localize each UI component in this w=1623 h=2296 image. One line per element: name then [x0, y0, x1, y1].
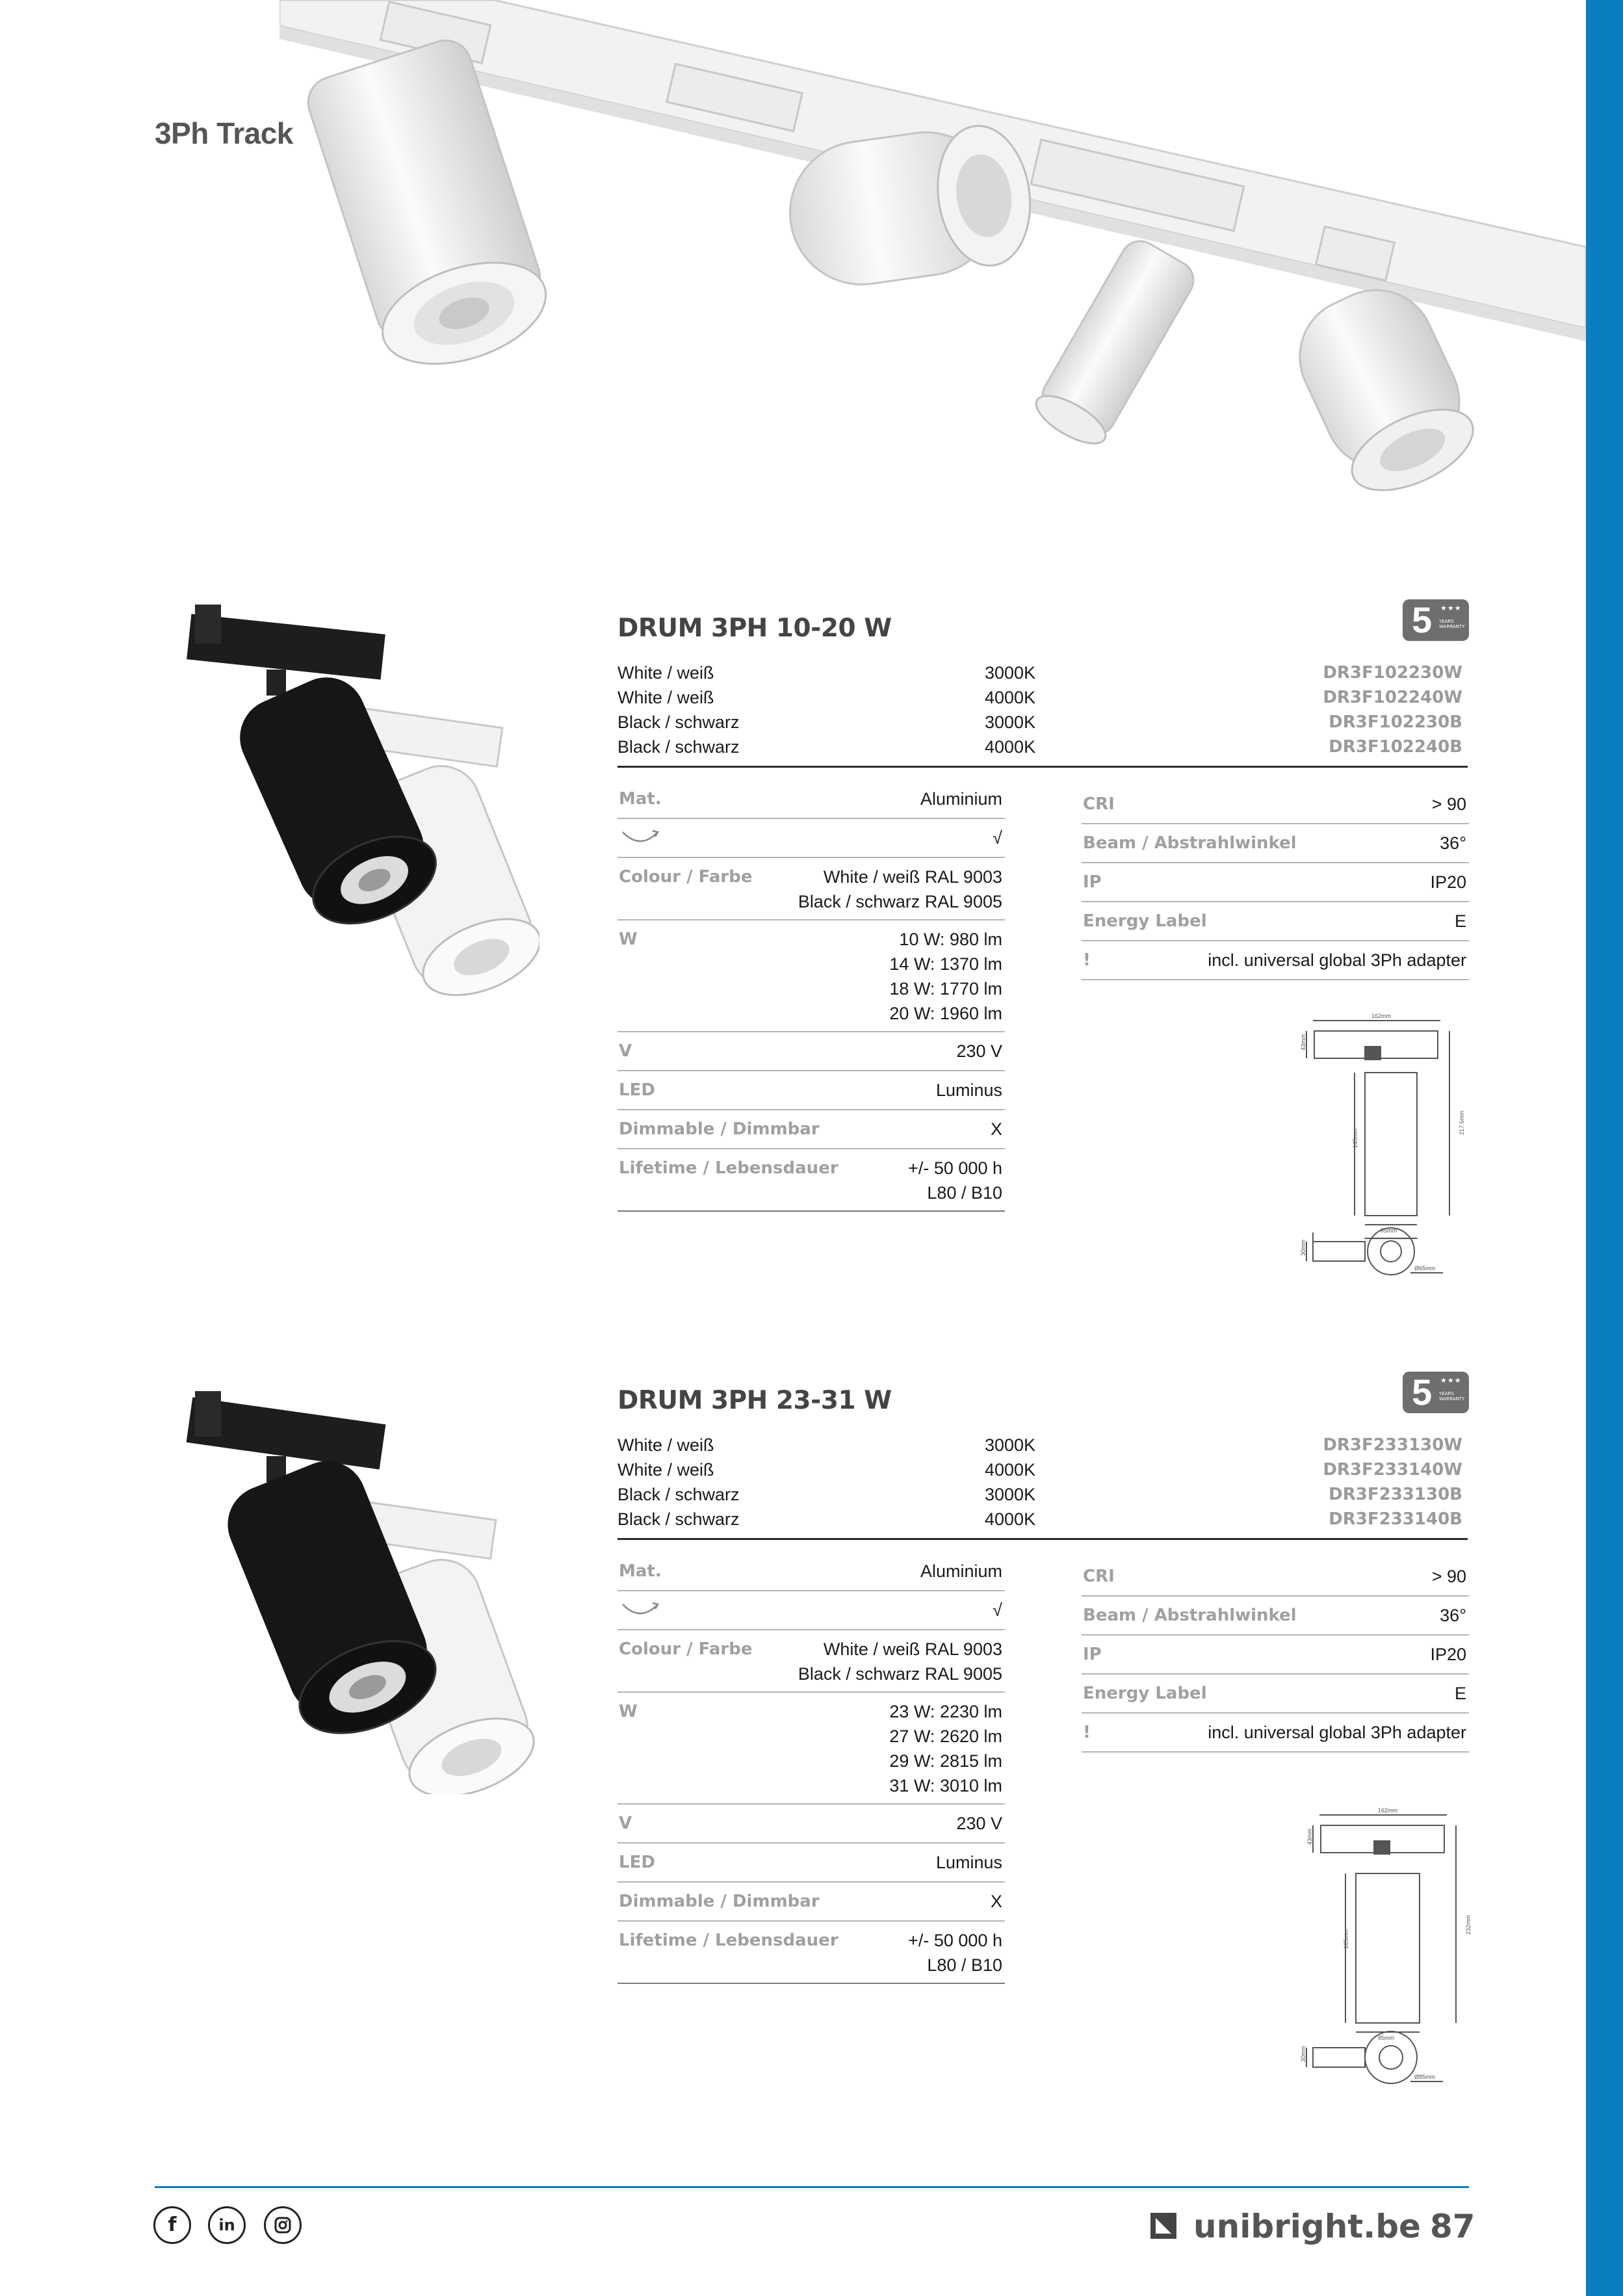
- warranty-years: 5: [1412, 599, 1433, 640]
- spec-value: 27 W: 2620 lm: [889, 1727, 1002, 1746]
- technical-drawing: [1293, 1008, 1475, 1281]
- spec-row-note: [1082, 1714, 1469, 1753]
- spec-row-note: [1082, 941, 1469, 980]
- spec-label: Lifetime / Lebensdauer: [619, 1158, 838, 1178]
- spec-label: W: [619, 930, 638, 949]
- variant-colour: White / weiß: [617, 1460, 714, 1480]
- spec-value: 20 W: 1960 lm: [889, 1004, 1002, 1023]
- variant-colour: White / weiß: [617, 1435, 714, 1455]
- spec-label: LED: [619, 1080, 655, 1100]
- side-color-bar: [1586, 0, 1623, 2296]
- spec-row-led: [617, 1071, 1005, 1110]
- spec-label: Colour / Farbe: [619, 1639, 753, 1659]
- spec-row-wattage: [617, 1693, 1005, 1805]
- spec-value: √: [993, 828, 1002, 848]
- technical-drawing: [1293, 1801, 1475, 2087]
- spec-value: +/- 50 000 h: [908, 1931, 1002, 1950]
- spec-label: Beam / Abstrahlwinkel: [1083, 833, 1297, 853]
- tilt-icon: [620, 828, 660, 848]
- spec-row-material: [617, 780, 1005, 819]
- section-title: 3Ph Track: [155, 116, 293, 150]
- spec-value: Luminus: [935, 1080, 1002, 1100]
- variant-temp: 3000K: [985, 712, 1036, 732]
- spec-value: 14 W: 1370 lm: [889, 954, 1002, 974]
- spec-row-dimmable: [617, 1883, 1005, 1922]
- spec-value: E: [1454, 1684, 1466, 1703]
- spec-value: 23 W: 2230 lm: [889, 1702, 1002, 1721]
- variant-colour: White / weiß: [617, 663, 714, 683]
- warranty-badge: [1403, 599, 1469, 641]
- dim-top: 43mm: [1300, 1034, 1306, 1050]
- spec-value: White / weiß RAL 9003: [823, 1639, 1002, 1659]
- tilt-icon: [620, 1600, 660, 1620]
- dim-body: 145mm: [1352, 1128, 1358, 1148]
- variant-row: [617, 685, 1468, 710]
- warranty-years: 5: [1412, 1372, 1433, 1413]
- variant-temp: 4000K: [985, 688, 1036, 707]
- spec-label: Dimmable / Dimmbar: [619, 1892, 820, 1911]
- variant-code: DR3F102230W: [1323, 663, 1462, 683]
- spec-label: Energy Label: [1083, 911, 1207, 931]
- spec-value: Black / schwarz RAL 9005: [798, 1664, 1002, 1684]
- variant-code: DR3F233130B: [1329, 1485, 1462, 1504]
- variant-code: DR3F233140B: [1329, 1509, 1462, 1529]
- variant-colour: Black / schwarz: [617, 737, 740, 757]
- warranty-text: YEARS WARRANTY: [1439, 1391, 1465, 1402]
- brand-name: unibright.be: [1193, 2208, 1421, 2245]
- spec-table-left: [617, 780, 1005, 1212]
- spec-row-voltage: [617, 1805, 1005, 1844]
- spec-row-ip: [1082, 863, 1469, 902]
- footer-divider: [155, 2186, 1469, 2188]
- linkedin-icon[interactable]: in: [208, 2206, 246, 2244]
- variant-temp: 3000K: [985, 1485, 1036, 1504]
- spec-value: L80 / B10: [927, 1955, 1002, 1975]
- spec-value: X: [990, 1892, 1002, 1911]
- variant-temp: 4000K: [985, 1460, 1036, 1480]
- spec-value: Black / schwarz RAL 9005: [798, 892, 1002, 911]
- spec-value: White / weiß RAL 9003: [823, 867, 1002, 887]
- variant-colour: Black / schwarz: [617, 1509, 740, 1529]
- instagram-icon[interactable]: [264, 2206, 302, 2244]
- spec-label: Energy Label: [1083, 1684, 1207, 1703]
- variant-colour: Black / schwarz: [617, 1485, 740, 1504]
- spec-label: Lifetime / Lebensdauer: [619, 1931, 838, 1950]
- variant-row: [617, 735, 1468, 759]
- spec-row-ip: [1082, 1636, 1469, 1675]
- spec-row-beam: [1082, 824, 1469, 863]
- variant-row: [617, 710, 1468, 735]
- variant-code: DR3F102240B: [1329, 737, 1462, 757]
- spec-table-left: [617, 1552, 1005, 1984]
- spec-row-beam: [1082, 1597, 1469, 1636]
- spec-value: > 90: [1431, 1567, 1466, 1586]
- warranty-stars: ★★★: [1440, 1377, 1462, 1385]
- variant-table: [617, 660, 1468, 768]
- unibright-logo-icon: [1150, 2213, 1176, 2239]
- spec-label: IP: [1083, 1645, 1102, 1664]
- variant-temp: 4000K: [985, 737, 1036, 757]
- spec-value: 230 V: [956, 1041, 1002, 1061]
- spec-value: IP20: [1430, 1645, 1466, 1664]
- spec-row-colour: [617, 1630, 1005, 1693]
- spec-label: Beam / Abstrahlwinkel: [1083, 1606, 1297, 1625]
- spec-label: Dimmable / Dimmbar: [619, 1119, 820, 1139]
- spec-value: 36°: [1440, 1606, 1466, 1625]
- spec-value: incl. universal global 3Ph adapter: [1208, 950, 1466, 970]
- spec-row-lifetime: [617, 1149, 1005, 1212]
- variant-temp: 3000K: [985, 663, 1036, 683]
- spec-value: √: [993, 1600, 1002, 1620]
- variant-row: [617, 1433, 1468, 1457]
- spec-label: Mat.: [619, 1561, 662, 1581]
- variant-code: DR3F102230B: [1329, 712, 1462, 732]
- spec-value: 10 W: 980 lm: [899, 930, 1002, 949]
- variant-temp: 4000K: [985, 1509, 1036, 1529]
- spec-value: IP20: [1430, 872, 1466, 892]
- dim-diameter: 85mm: [1378, 2035, 1395, 2041]
- spec-row-lifetime: [617, 1922, 1005, 1984]
- variant-temp: 3000K: [985, 1435, 1036, 1455]
- variant-colour: Black / schwarz: [617, 712, 740, 732]
- spec-value: 31 W: 3010 lm: [889, 1776, 1002, 1795]
- spec-row-colour: [617, 858, 1005, 920]
- spec-row-cri: [1082, 1558, 1469, 1597]
- dim-height: 232mm: [1465, 1914, 1472, 1935]
- spec-value: 230 V: [956, 1814, 1002, 1833]
- spec-row-cri: [1082, 785, 1469, 824]
- variant-colour: White / weiß: [617, 688, 714, 707]
- spec-row-led: [617, 1844, 1005, 1883]
- spec-label: V: [619, 1814, 632, 1833]
- dim-side: 30mm: [1300, 2045, 1306, 2062]
- hero-track-image: [279, 0, 1586, 494]
- facebook-icon[interactable]: f: [153, 2206, 191, 2244]
- spec-row-voltage: [617, 1032, 1005, 1071]
- spec-value: 18 W: 1770 lm: [889, 979, 1002, 998]
- spec-label: CRI: [1083, 794, 1115, 814]
- spec-label: Colour / Farbe: [619, 867, 753, 887]
- spec-value: 29 W: 2815 lm: [889, 1751, 1002, 1771]
- spec-value: +/- 50 000 h: [908, 1158, 1002, 1178]
- spec-label: W: [619, 1702, 638, 1721]
- warranty-badge: [1403, 1372, 1469, 1413]
- spec-label: V: [619, 1041, 632, 1061]
- spec-row-tilt: [617, 819, 1005, 858]
- dim-width: 162mm: [1378, 1807, 1398, 1814]
- spec-label: IP: [1083, 872, 1102, 892]
- variant-code: DR3F233130W: [1323, 1435, 1462, 1455]
- dim-width: 162mm: [1371, 1013, 1392, 1019]
- variant-row: [617, 1507, 1468, 1532]
- spec-value: Luminus: [935, 1853, 1002, 1872]
- variant-table: [617, 1433, 1468, 1540]
- spec-label: !: [1083, 950, 1091, 970]
- spec-row-wattage: [617, 920, 1005, 1032]
- spec-row-dimmable: [617, 1110, 1005, 1149]
- product-title: DRUM 3PH 10-20 W: [617, 614, 892, 643]
- dim-diameter-2: Ø65mm: [1414, 1265, 1436, 1272]
- dim-body: 185mm: [1343, 1929, 1349, 1949]
- dim-top: 43mm: [1306, 1828, 1313, 1845]
- variant-code: DR3F102240W: [1323, 688, 1462, 707]
- product-photo: [175, 1391, 539, 1794]
- warranty-text: YEARS WARRANTY: [1439, 619, 1465, 629]
- variant-code: DR3F233140W: [1323, 1460, 1462, 1480]
- dim-diameter: 65mm: [1381, 1227, 1397, 1234]
- page-number: 87: [1430, 2208, 1475, 2245]
- spec-value: E: [1454, 911, 1466, 931]
- variant-row: [617, 1457, 1468, 1482]
- variant-row: [617, 660, 1468, 685]
- spec-label: LED: [619, 1853, 655, 1872]
- spec-value: Aluminium: [920, 1561, 1002, 1581]
- dim-diameter-2: Ø85mm: [1414, 2074, 1436, 2080]
- product-photo: [175, 605, 539, 1008]
- warranty-stars: ★★★: [1440, 605, 1462, 612]
- variant-row: [617, 1482, 1468, 1507]
- spec-value: 36°: [1440, 833, 1466, 853]
- spec-row-material: [617, 1552, 1005, 1591]
- dim-side: 30mm: [1300, 1239, 1306, 1256]
- product-title: DRUM 3PH 23-31 W: [617, 1386, 892, 1415]
- spec-row-tilt: [617, 1591, 1005, 1630]
- spec-value: > 90: [1431, 794, 1466, 814]
- spec-label: CRI: [1083, 1567, 1115, 1586]
- spec-label: !: [1083, 1723, 1091, 1742]
- spec-row-energy: [1082, 1675, 1469, 1714]
- spec-row-energy: [1082, 902, 1469, 941]
- spec-value: incl. universal global 3Ph adapter: [1208, 1723, 1466, 1742]
- spec-value: X: [990, 1119, 1002, 1139]
- dim-height: 217.5mm: [1459, 1110, 1465, 1135]
- spec-label: Mat.: [619, 789, 662, 809]
- spec-value: Aluminium: [920, 789, 1002, 809]
- spec-table-right: [1082, 785, 1469, 980]
- spec-value: L80 / B10: [927, 1183, 1002, 1203]
- spec-table-right: [1082, 1558, 1469, 1753]
